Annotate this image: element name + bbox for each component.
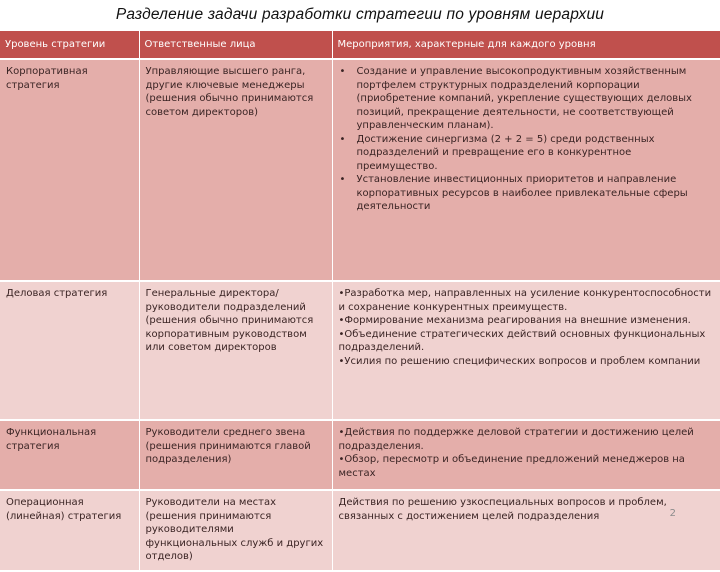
activities-list [339,426,715,480]
cell-activities [332,420,720,490]
list-item: •Действия по поддержке деловой стратегии и достижению целей подразделения. [338,427,694,452]
activities-list [339,287,715,368]
activities-list [339,496,715,523]
table-row-business [0,281,720,420]
table-row-functional [0,420,720,490]
list-item: •Обзор, пересмотр и объединение предложений менеджеров на местах [338,454,685,479]
header-activities: Мероприятия, характерные для каждого уровня [332,31,720,59]
header-responsible: Ответственные лица [139,31,332,59]
table-header-row [0,31,720,59]
cell-level: Операционная (линейная) стратегия [0,490,139,571]
cell-activities [332,490,720,571]
cell-activities [332,59,720,281]
cell-level: Корпоративная стратегия [0,59,139,281]
cell-responsible: Руководители среднего звена (решения принимаются главой подразделения) [139,420,332,490]
cell-level: Деловая стратегия [0,281,139,420]
table-row-corporate [0,59,720,281]
cell-level: Функциональная стратегия [0,420,139,490]
list-item: • Установление инвестиционных приоритетов и направление корпоративных ресурсов в наиболее привлекательные сферы деятельности [339,173,715,214]
page-number: 2 [669,508,676,519]
list-item: •Усилия по решению специфических вопросов и проблем компании [338,355,701,367]
activities-list [339,65,715,214]
cell-responsible: Руководители на местах (решения принимаются руководителями функциональных служб и других отделов) [139,490,332,571]
list-item: • Создание и управление высокопродуктивным хозяйственным портфелем структурных подразделений корпорации (приобретение компаний, укрепление существующих деловых позиций, прекращение деятельности, не соответствующей управленческим планам). [339,65,715,133]
cell-responsible: Управляющие высшего ранга, другие ключевые менеджеры (решения обычно принимаются советом директоров) [139,59,332,281]
strategy-levels-table [0,31,720,572]
list-item: •Разработка мер, направленных на усиление конкурентоспособности и сохранение конкурентных преимуществ. [338,288,712,313]
table-row-operational [0,490,720,571]
list-item: •Объединение стратегических действий основных функциональных подразделений. [338,328,706,353]
list-item: • Достижение синергизма (2 + 2 = 5) среди родственных подразделений и превращение его в конкурентное преимущество. [339,133,715,174]
cell-activities [332,281,720,420]
slide-title: Разделение задачи разработки стратегии по уровням иерархии [115,6,605,23]
list-item: Действия по решению узкоспециальных вопросов и проблем, связанных с достижением целей подразделения [338,497,667,522]
list-item: •Формирование механизма реагирования на внешние изменения. [338,315,691,326]
cell-responsible: Генеральные директора/руководители подразделений (решения обычно принимаются корпоративным руководством или советом директоров [139,281,332,420]
header-level: Уровень стратегии [0,31,139,59]
